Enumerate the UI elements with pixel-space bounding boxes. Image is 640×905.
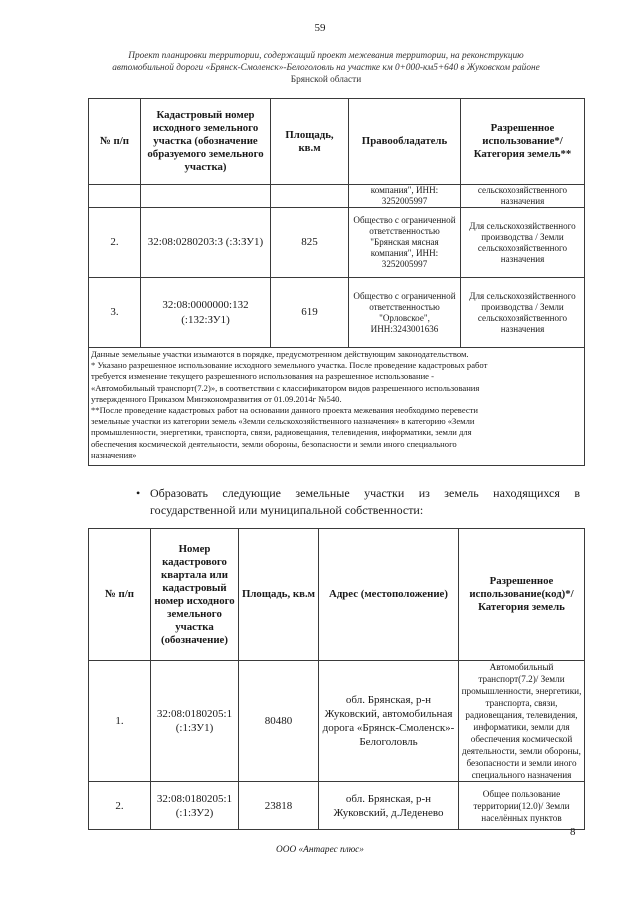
- table-row: [89, 185, 585, 208]
- document-header: [78, 50, 574, 86]
- row-area: 825: [271, 208, 349, 278]
- new-parcels-table: [88, 528, 585, 830]
- column-header-number: № п/п: [89, 529, 151, 661]
- table-notes: [89, 348, 585, 466]
- row-address: обл. Брянская, р-н Жуковский, автомобильная дорога «Брянск-Смоленск»-Белоголовль: [319, 661, 459, 782]
- bullet-paragraph: [136, 485, 580, 519]
- row-cadastral: 32:08:0180205:1 (:1:ЗУ1): [151, 661, 239, 782]
- row-usage: Для сельскохозяйственного производства / Земли сельскохозяйственного назначения: [461, 278, 585, 348]
- row-usage: Для сельскохозяйственного производства / Земли сельскохозяйственного назначения: [461, 208, 585, 278]
- note-line: Данные земельные участки изымаются в порядке, предусмотренном действующим законодательством.: [91, 349, 469, 359]
- row-cadastral: 32:08:0280203:3 (:3:ЗУ1): [141, 208, 271, 278]
- note-line: назначения»: [91, 449, 137, 460]
- column-header-area: Площадь, кв.м: [239, 529, 319, 661]
- row-usage: сельскохозяйственного назначения: [461, 185, 585, 208]
- page-number: 59: [314, 22, 326, 34]
- row-usage: Автомобильный транспорт(7.2)/ Земли промышленности, энергетики, транспорта, связи, радиовещания, телевидения, информатики, земли для обеспечения космической деятельности, земли обороны, безопасности и земли иного специального назначения: [459, 661, 585, 782]
- row-cadastral: 32:08:0000000:132 (:132:ЗУ1): [141, 278, 271, 348]
- row-cadastral: 32:08:0180205:1 (:1:ЗУ2): [151, 782, 239, 830]
- row-number: 2.: [89, 782, 151, 830]
- note-line: «Автомобильный транспорт(7.2)», в соответствии с классификатором видов разрешенного использования: [91, 382, 480, 393]
- table-row: [89, 208, 585, 278]
- row-cadastral: [141, 185, 271, 208]
- row-owner: Общество с ограниченной ответственностью "Орловское", ИНН:3243001636: [349, 278, 461, 348]
- bullet-point-icon: •: [136, 486, 141, 500]
- row-area: [271, 185, 349, 208]
- header-line-3: Брянской области: [290, 75, 362, 85]
- table-header-row: [89, 529, 585, 661]
- existing-parcels-table: [88, 98, 585, 466]
- note-line: утвержденного Приказом Минэкономразвития от 01.09.2014г №540.: [91, 393, 342, 404]
- row-area: 23818: [239, 782, 319, 830]
- note-line: требуется изменение текущего разрешенного использования на разрешенное использование -: [91, 371, 434, 382]
- bullet-text-line-1: Образовать следующие земельные участки из земель находящихся в: [150, 486, 580, 500]
- row-address: обл. Брянская, р-н Жуковский, д.Леденево: [319, 782, 459, 830]
- row-number: 1.: [89, 661, 151, 782]
- table-row: [89, 278, 585, 348]
- row-owner: компания", ИНН: 3252005997: [349, 185, 461, 208]
- row-area: 80480: [239, 661, 319, 782]
- column-header-cadastral: Номер кадастрового квартала или кадастровый номер исходного земельного участка (обозначение): [151, 529, 239, 661]
- column-header-usage: Разрешенное использование*/ Категория земель**: [461, 99, 585, 185]
- row-area: 619: [271, 278, 349, 348]
- note-line: * Указано разрешенное использование исходного земельного участка. После проведение кадастровых работ: [91, 360, 488, 371]
- notes-row: [89, 348, 585, 466]
- note-line: обеспечения космической деятельности, земли обороны, безопасности и земли иного специального: [91, 438, 457, 449]
- note-line: промышленности, энергетики, транспорта, связи, радиовещания, телевидения, информатики, земли для: [91, 427, 472, 438]
- row-usage: Общее пользование территории(12.0)/ Земли населённых пунктов: [459, 782, 585, 830]
- column-header-owner: Правообладатель: [349, 99, 461, 185]
- header-line-2: автомобильной дороги «Брянск-Смоленск»-Белоголовль на участке км 0+000-км5+640 в Жуковском районе: [112, 63, 540, 73]
- note-line: земельные участки из категории земель «Земли сельскохозяйственного назначения» в категорию «Земли: [91, 416, 475, 427]
- column-header-number: № п/п: [89, 99, 141, 185]
- column-header-area: Площадь, кв.м: [271, 99, 349, 185]
- table-row: [89, 782, 585, 830]
- column-header-address: Адрес (местоположение): [319, 529, 459, 661]
- note-line: **После проведение кадастровых работ на основании данного проекта межевания необходимо перевести: [91, 405, 479, 416]
- bullet-text-line-2: государственной или муниципальной собственности:: [150, 503, 424, 517]
- footer-page-number: 8: [570, 826, 576, 838]
- row-number: 2.: [89, 208, 141, 278]
- row-number: 3.: [89, 278, 141, 348]
- row-number: [89, 185, 141, 208]
- footer-company: ООО «Антарес плюс»: [276, 845, 364, 855]
- table-row: [89, 661, 585, 782]
- table-header-row: [89, 99, 585, 185]
- column-header-cadastral: Кадастровый номер исходного земельного участка (обозначение образуемого земельного участка): [141, 99, 271, 185]
- header-line-1: Проект планировки территории, содержащий проект межевания территории, на реконструкцию: [128, 51, 524, 61]
- column-header-usage: Разрешенное использование(код)*/ Категория земель: [459, 529, 585, 661]
- row-owner: Общество с ограниченной ответственностью "Брянская мясная компания", ИНН: 3252005997: [349, 208, 461, 278]
